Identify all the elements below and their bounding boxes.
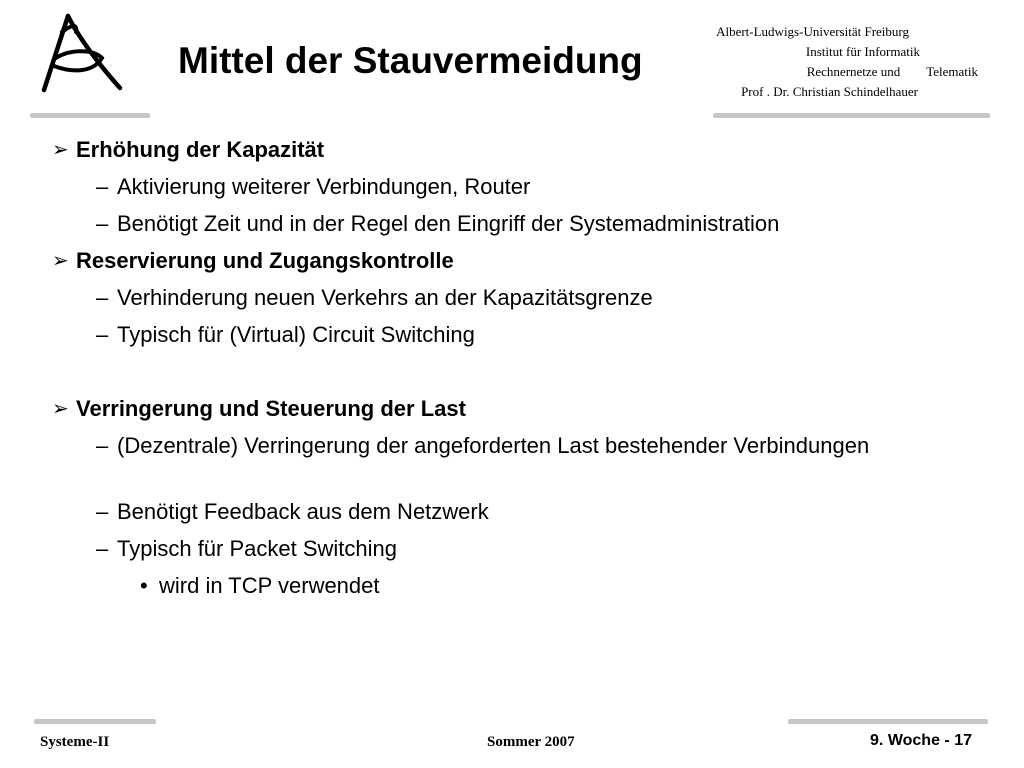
arrow-bullet-icon: ➢ <box>52 139 69 161</box>
section-heading <box>52 246 972 283</box>
arrow-bullet-icon: ➢ <box>52 250 69 272</box>
divider-top-right <box>713 113 990 118</box>
footer-course: Systeme-II <box>40 734 110 750</box>
affiliation-department-right: Telematik <box>926 64 978 79</box>
list-item <box>52 209 972 246</box>
list-item-text: Typisch für Packet Switching <box>117 536 398 561</box>
list-item <box>52 283 972 320</box>
affiliation-university: Albert-Ludwigs-Universität Freiburg <box>716 24 909 39</box>
section-heading-label: Verringerung und Steuerung der Last <box>76 396 466 421</box>
footer-term: Sommer 2007 <box>487 734 575 750</box>
slide-content <box>52 135 972 608</box>
dot-bullet: • <box>140 573 148 598</box>
affiliation-institute: Institut für Informatik <box>805 44 920 59</box>
footer-page-number: 9. Woche - 17 <box>870 732 972 749</box>
spacer <box>52 357 972 394</box>
list-item-text: Typisch für (Virtual) Circuit Switching <box>117 322 475 347</box>
dash-bullet: – <box>96 174 109 199</box>
sub-list-item-text: wird in TCP verwendet <box>159 573 380 598</box>
section-heading-label: Erhöhung der Kapazität <box>76 137 325 162</box>
list-item-text: Aktivierung weiterer Verbindungen, Router <box>117 174 531 199</box>
dash-bullet: – <box>96 211 109 236</box>
section-heading-label: Reservierung und Zugangskontrolle <box>76 248 454 273</box>
list-item <box>52 534 972 571</box>
list-item <box>52 431 972 497</box>
list-item-text: Verhinderung neuen Verkehrs an der Kapazitätsgrenze <box>117 285 653 310</box>
divider-bottom-right <box>788 719 988 724</box>
university-logo-icon <box>28 10 128 96</box>
list-item <box>52 497 972 534</box>
divider-bottom-left <box>34 719 156 724</box>
dash-bullet: – <box>96 322 109 347</box>
dash-bullet: – <box>96 285 109 310</box>
list-item-text: (Dezentrale) Verringerung der angeforderten Last bestehender Verbindungen <box>117 433 870 458</box>
affiliation-department-left: Rechnernetze und <box>806 64 901 79</box>
dash-bullet: – <box>96 499 109 524</box>
dash-bullet: – <box>96 433 109 458</box>
divider-top-left <box>30 113 150 118</box>
list-item <box>52 172 972 209</box>
affiliation-professor: Prof . Dr. Christian Schindelhauer <box>741 84 918 99</box>
dash-bullet: – <box>96 536 109 561</box>
affiliation-department <box>678 62 978 82</box>
list-item-text: Benötigt Feedback aus dem Netzwerk <box>117 499 489 524</box>
page-title: Mittel der Stauvermeidung <box>178 40 643 81</box>
arrow-bullet-icon: ➢ <box>52 398 69 420</box>
section-heading <box>52 135 972 172</box>
section-heading <box>52 394 972 431</box>
sub-list-item <box>52 571 972 608</box>
affiliation-block <box>678 22 978 102</box>
list-item <box>52 320 972 357</box>
list-item-text: Benötigt Zeit und in der Regel den Eingriff der Systemadministration <box>117 211 780 236</box>
